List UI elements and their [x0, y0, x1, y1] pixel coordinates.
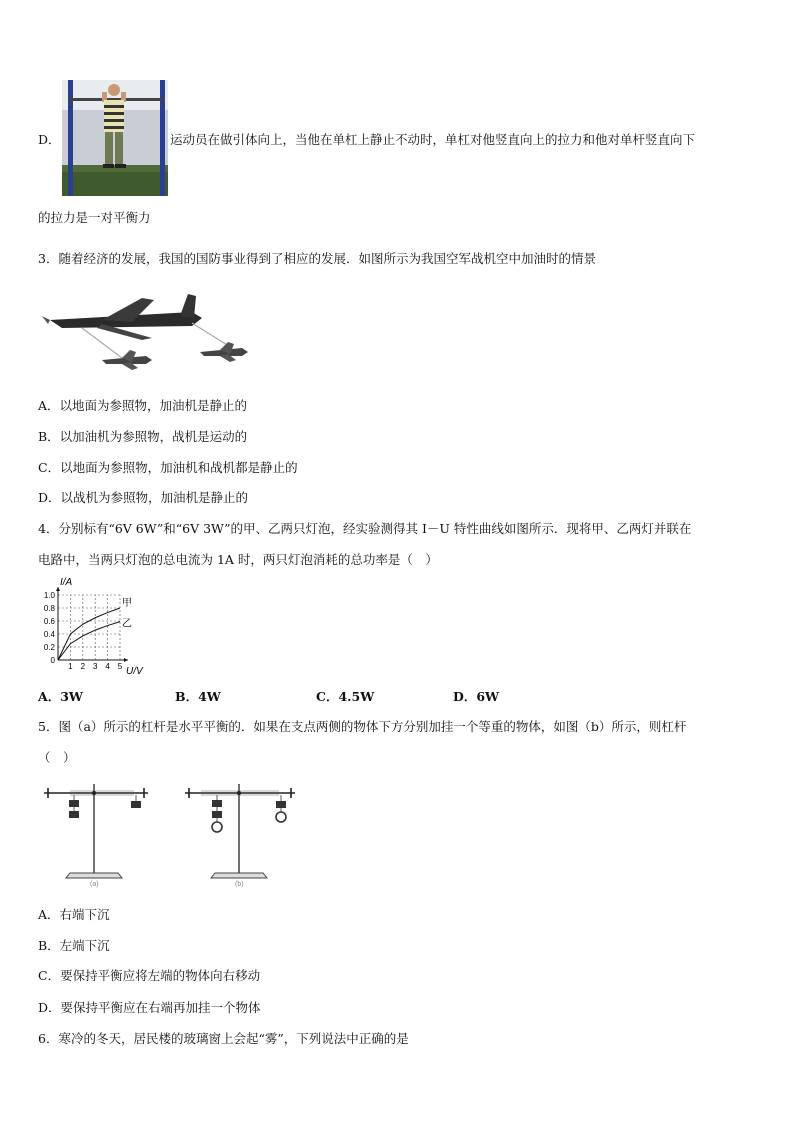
x-tick-label: 5	[117, 662, 123, 671]
lever-figure-a	[40, 780, 152, 888]
series-label-2: 乙	[122, 618, 132, 630]
q5-stem-line1: 5．图（a）所示的杠杆是水平平衡的．如果在支点两侧的物体下方分别加挂一个等重的物体，如图（b）所示，则杠杆	[38, 719, 687, 734]
y-tick-label: 0.4	[43, 630, 55, 639]
y-tick-label: 1.0	[43, 591, 55, 600]
series-label-1: 甲	[122, 598, 132, 609]
x-axis-arrow	[124, 658, 128, 662]
y-tick-label: 0	[50, 656, 55, 665]
q3-option-c: C．以地面为参照物，加油机和战机都是静止的	[38, 460, 298, 475]
iu-characteristic-chart	[36, 576, 156, 680]
q4-option-c: C．4.5W	[316, 689, 375, 704]
q6-stem: 6．寒冷的冬天，居民楼的玻璃窗上会起“雾”，下列说法中正确的是	[38, 1031, 409, 1046]
chart-xlabel: U/V	[126, 666, 143, 677]
q4-stem-line2: 电路中，当两只灯泡的总电流为 1A 时，两只灯泡消耗的总功率是（ ）	[38, 552, 438, 567]
q3-option-b: B．以加油机为参照物，战机是运动的	[38, 429, 248, 444]
q4-option-a: A．3W	[38, 689, 83, 704]
y-tick-label: 0.2	[43, 643, 55, 652]
q2-option-d-text-line1: 运动员在做引体向上，当他在单杠上静止不动时，单杠对他竖直向上的拉力和他对单杆竖直向下	[170, 132, 696, 147]
x-tick-label: 1	[68, 662, 73, 671]
lever-figure-b	[181, 780, 301, 888]
q2-option-d-text-line2: 的拉力是一对平衡力	[38, 210, 151, 225]
q5-option-c: C．要保持平衡应将左端的物体向右移动	[38, 968, 261, 983]
chart-ylabel: I/A	[60, 577, 73, 588]
fig-b-label: (b)	[235, 881, 244, 888]
y-tick-label: 0.8	[43, 604, 55, 613]
q4-option-d: D．6W	[453, 689, 500, 704]
pullup-photo	[62, 80, 168, 196]
q5-option-a: A．右端下沉	[38, 907, 110, 922]
q5-stem-line2: （ ）	[38, 750, 76, 765]
q2-option-d-label: D．	[38, 132, 61, 147]
refueling-aircraft-photo	[42, 290, 254, 372]
y-tick-label: 0.6	[43, 617, 55, 626]
q4-stem-line1: 4．分别标有“6V 6W”和“6V 3W”的甲、乙两只灯泡，经实验测得其 I－U 特性曲线如图所示．现将甲、乙两灯并联在	[38, 521, 692, 536]
q3-stem: 3．随着经济的发展，我国的国防事业得到了相应的发展．如图所示为我国空军战机空中加油时的情景	[38, 251, 596, 266]
q5-option-b: B．左端下沉	[38, 938, 110, 953]
fig-a-label: (a)	[90, 881, 99, 888]
q3-option-a: A．以地面为参照物，加油机是静止的	[38, 398, 248, 413]
q3-option-d: D．以战机为参照物，加油机是静止的	[38, 490, 249, 505]
q4-option-b: B．4W	[175, 689, 221, 704]
x-tick-label: 2	[80, 662, 86, 671]
x-tick-label: 4	[105, 662, 110, 671]
x-tick-label: 3	[92, 662, 98, 671]
q5-option-d: D．要保持平衡应在右端再加挂一个物体	[38, 1000, 261, 1015]
